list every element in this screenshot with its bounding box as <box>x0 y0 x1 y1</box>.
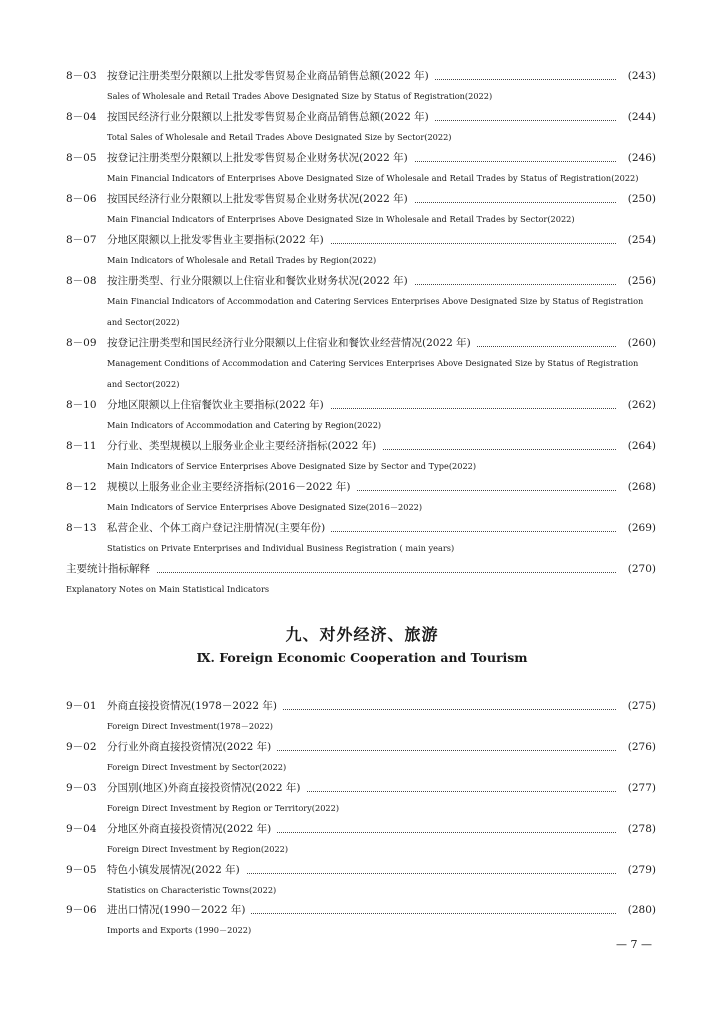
entry-number: 9－01 <box>66 700 97 712</box>
toc-entry-8-04[interactable] <box>66 107 656 148</box>
toc-entry-9-03[interactable] <box>66 778 656 819</box>
toc-entry-9-02[interactable] <box>66 737 656 778</box>
entry-title-zh: 分行业、类型规模以上服务业企业主要经济指标(2022 年) <box>107 436 382 456</box>
entry-page: (270) <box>625 559 656 579</box>
entry-number: 8－11 <box>66 440 97 452</box>
entry-title-zh: 特色小镇发展情况(2022 年) <box>107 860 246 880</box>
entry-title-en: Statistics on Characteristic Towns(2022) <box>107 885 277 895</box>
entry-number: 8－13 <box>66 522 97 534</box>
entry-page: (275) <box>625 696 656 716</box>
entry-number: 8－06 <box>66 193 97 205</box>
entry-number: 9－04 <box>66 823 97 835</box>
entry-title-en: Explanatory Notes on Main Statistical Indicators <box>66 584 270 594</box>
entry-page: (278) <box>625 819 656 839</box>
toc-entry-9-05[interactable] <box>66 860 656 901</box>
entry-title-en: Main Indicators of Service Enterprises Above Designated Size(2016－2022) <box>107 502 423 512</box>
toc-entry-9-01[interactable] <box>66 696 656 737</box>
entry-title-en: Main Indicators of Accommodation and Catering by Region(2022) <box>107 420 382 430</box>
entry-title-en: Main Indicators of Service Enterprises Above Designated Size by Sector and Type(2022) <box>107 461 477 471</box>
entry-title-en: Foreign Direct Investment(1978－2022) <box>107 721 273 731</box>
entry-title-zh: 按登记注册类型分限额以上批发零售贸易企业商品销售总额(2022 年) <box>107 66 435 86</box>
toc-entry-8-05[interactable] <box>66 148 656 189</box>
entry-page: (254) <box>625 230 656 250</box>
entry-page: (268) <box>625 477 656 497</box>
toc-entry-8-12[interactable] <box>66 477 656 518</box>
entry-page: (250) <box>625 189 656 209</box>
entry-title-zh: 进出口情况(1990－2022 年) <box>107 900 251 920</box>
entry-title-en: Total Sales of Wholesale and Retail Trades Above Designated Size by Sector(2022) <box>107 132 452 142</box>
entry-title-zh: 分行业外商直接投资情况(2022 年) <box>107 737 277 757</box>
toc-entry-8-10[interactable] <box>66 395 656 436</box>
entry-number: 9－02 <box>66 741 97 753</box>
section-title-en: Ⅸ. Foreign Economic Cooperation and Tourism <box>196 650 528 665</box>
toc-entry-explanatory-notes[interactable] <box>66 559 656 600</box>
entry-title-en: Foreign Direct Investment by Sector(2022) <box>107 762 287 772</box>
toc-entry-8-06[interactable] <box>66 189 656 230</box>
entry-number: 8－04 <box>66 111 97 123</box>
entry-title-en: Management Conditions of Accommodation and Catering Services Enterprises Above Designated Size by Status of Registration and Sector(2022) <box>107 358 639 389</box>
entry-title-zh: 按登记注册类型和国民经济行业分限额以上住宿业和餐饮业经营情况(2022 年) <box>107 333 477 353</box>
entry-page: (243) <box>625 66 656 86</box>
entry-title-en: Imports and Exports (1990－2022) <box>107 925 252 935</box>
entry-title-en: Foreign Direct Investment by Region or Territory(2022) <box>107 803 340 813</box>
toc-entry-9-04[interactable] <box>66 819 656 860</box>
entry-title-zh: 分地区限额以上批发零售业主要指标(2022 年) <box>107 230 330 250</box>
entry-page: (269) <box>625 518 656 538</box>
toc-entry-8-13[interactable] <box>66 518 656 559</box>
section-title-zh: 九、对外经济、旅游 <box>285 625 439 644</box>
entry-page: (264) <box>625 436 656 456</box>
entry-number: 8－12 <box>66 481 97 493</box>
entry-page: (277) <box>625 778 656 798</box>
toc-entry-8-07[interactable] <box>66 230 656 271</box>
entry-number: 8－08 <box>66 275 97 287</box>
toc-entry-9-06[interactable] <box>66 900 656 941</box>
entry-title-zh: 分国别(地区)外商直接投资情况(2022 年) <box>107 778 306 798</box>
entry-page: (256) <box>625 271 656 291</box>
entry-page: (244) <box>625 107 656 127</box>
entry-title-en: Main Indicators of Wholesale and Retail Trades by Region(2022) <box>107 255 377 265</box>
entry-page: (280) <box>625 900 656 920</box>
entry-title-zh: 规模以上服务业企业主要经济指标(2016－2022 年) <box>107 477 356 497</box>
entry-title-zh: 主要统计指标解释 <box>66 559 156 579</box>
toc-entry-8-03[interactable] <box>66 66 656 107</box>
entry-number: 8－09 <box>66 337 97 349</box>
toc-entry-8-11[interactable] <box>66 436 656 477</box>
entry-number: 9－03 <box>66 782 97 794</box>
entry-page: (260) <box>625 333 656 353</box>
entry-page: (262) <box>625 395 656 415</box>
entry-title-zh: 外商直接投资情况(1978－2022 年) <box>107 696 283 716</box>
entry-title-zh: 按注册类型、行业分限额以上住宿业和餐饮业财务状况(2022 年) <box>107 271 414 291</box>
entry-number: 9－05 <box>66 864 97 876</box>
entry-title-en: Statistics on Private Enterprises and Individual Business Registration ( main years) <box>107 543 455 553</box>
entry-number: 8－10 <box>66 399 97 411</box>
entry-page: (246) <box>625 148 656 168</box>
entry-title-en: Sales of Wholesale and Retail Trades Above Designated Size by Status of Registration(2022) <box>107 91 493 101</box>
entry-title-zh: 分地区限额以上住宿餐饮业主要指标(2022 年) <box>107 395 330 415</box>
entry-number: 8－03 <box>66 70 97 82</box>
entry-title-zh: 按登记注册类型分限额以上批发零售贸易企业财务状况(2022 年) <box>107 148 414 168</box>
entry-number: 8－05 <box>66 152 97 164</box>
page-number: — 7 — <box>616 938 652 951</box>
entry-title-en: Main Financial Indicators of Enterprises Above Designated Size in Wholesale and Retail Trades by Sector(2022) <box>107 214 575 224</box>
entry-title-zh: 按国民经济行业分限额以上批发零售贸易企业财务状况(2022 年) <box>107 189 414 209</box>
toc-entry-8-09[interactable] <box>66 333 656 395</box>
entry-title-zh: 私营企业、个体工商户登记注册情况(主要年份) <box>107 518 331 538</box>
toc-entry-8-08[interactable] <box>66 271 656 333</box>
entry-title-zh: 分地区外商直接投资情况(2022 年) <box>107 819 277 839</box>
entry-title-en: Main Financial Indicators of Accommodation and Catering Services Enterprises Above Designated Size by Status of Registration and Sector(2022) <box>107 296 644 327</box>
entry-title-en: Main Financial Indicators of Enterprises Above Designated Size of Wholesale and Retail Trades by Status of Registration(2022) <box>107 173 639 183</box>
entry-number: 8－07 <box>66 234 97 246</box>
entry-title-zh: 按国民经济行业分限额以上批发零售贸易企业商品销售总额(2022 年) <box>107 107 435 127</box>
entry-page: (279) <box>625 860 656 880</box>
entry-number: 9－06 <box>66 904 97 916</box>
entry-page: (276) <box>625 737 656 757</box>
entry-title-en: Foreign Direct Investment by Region(2022) <box>107 844 289 854</box>
